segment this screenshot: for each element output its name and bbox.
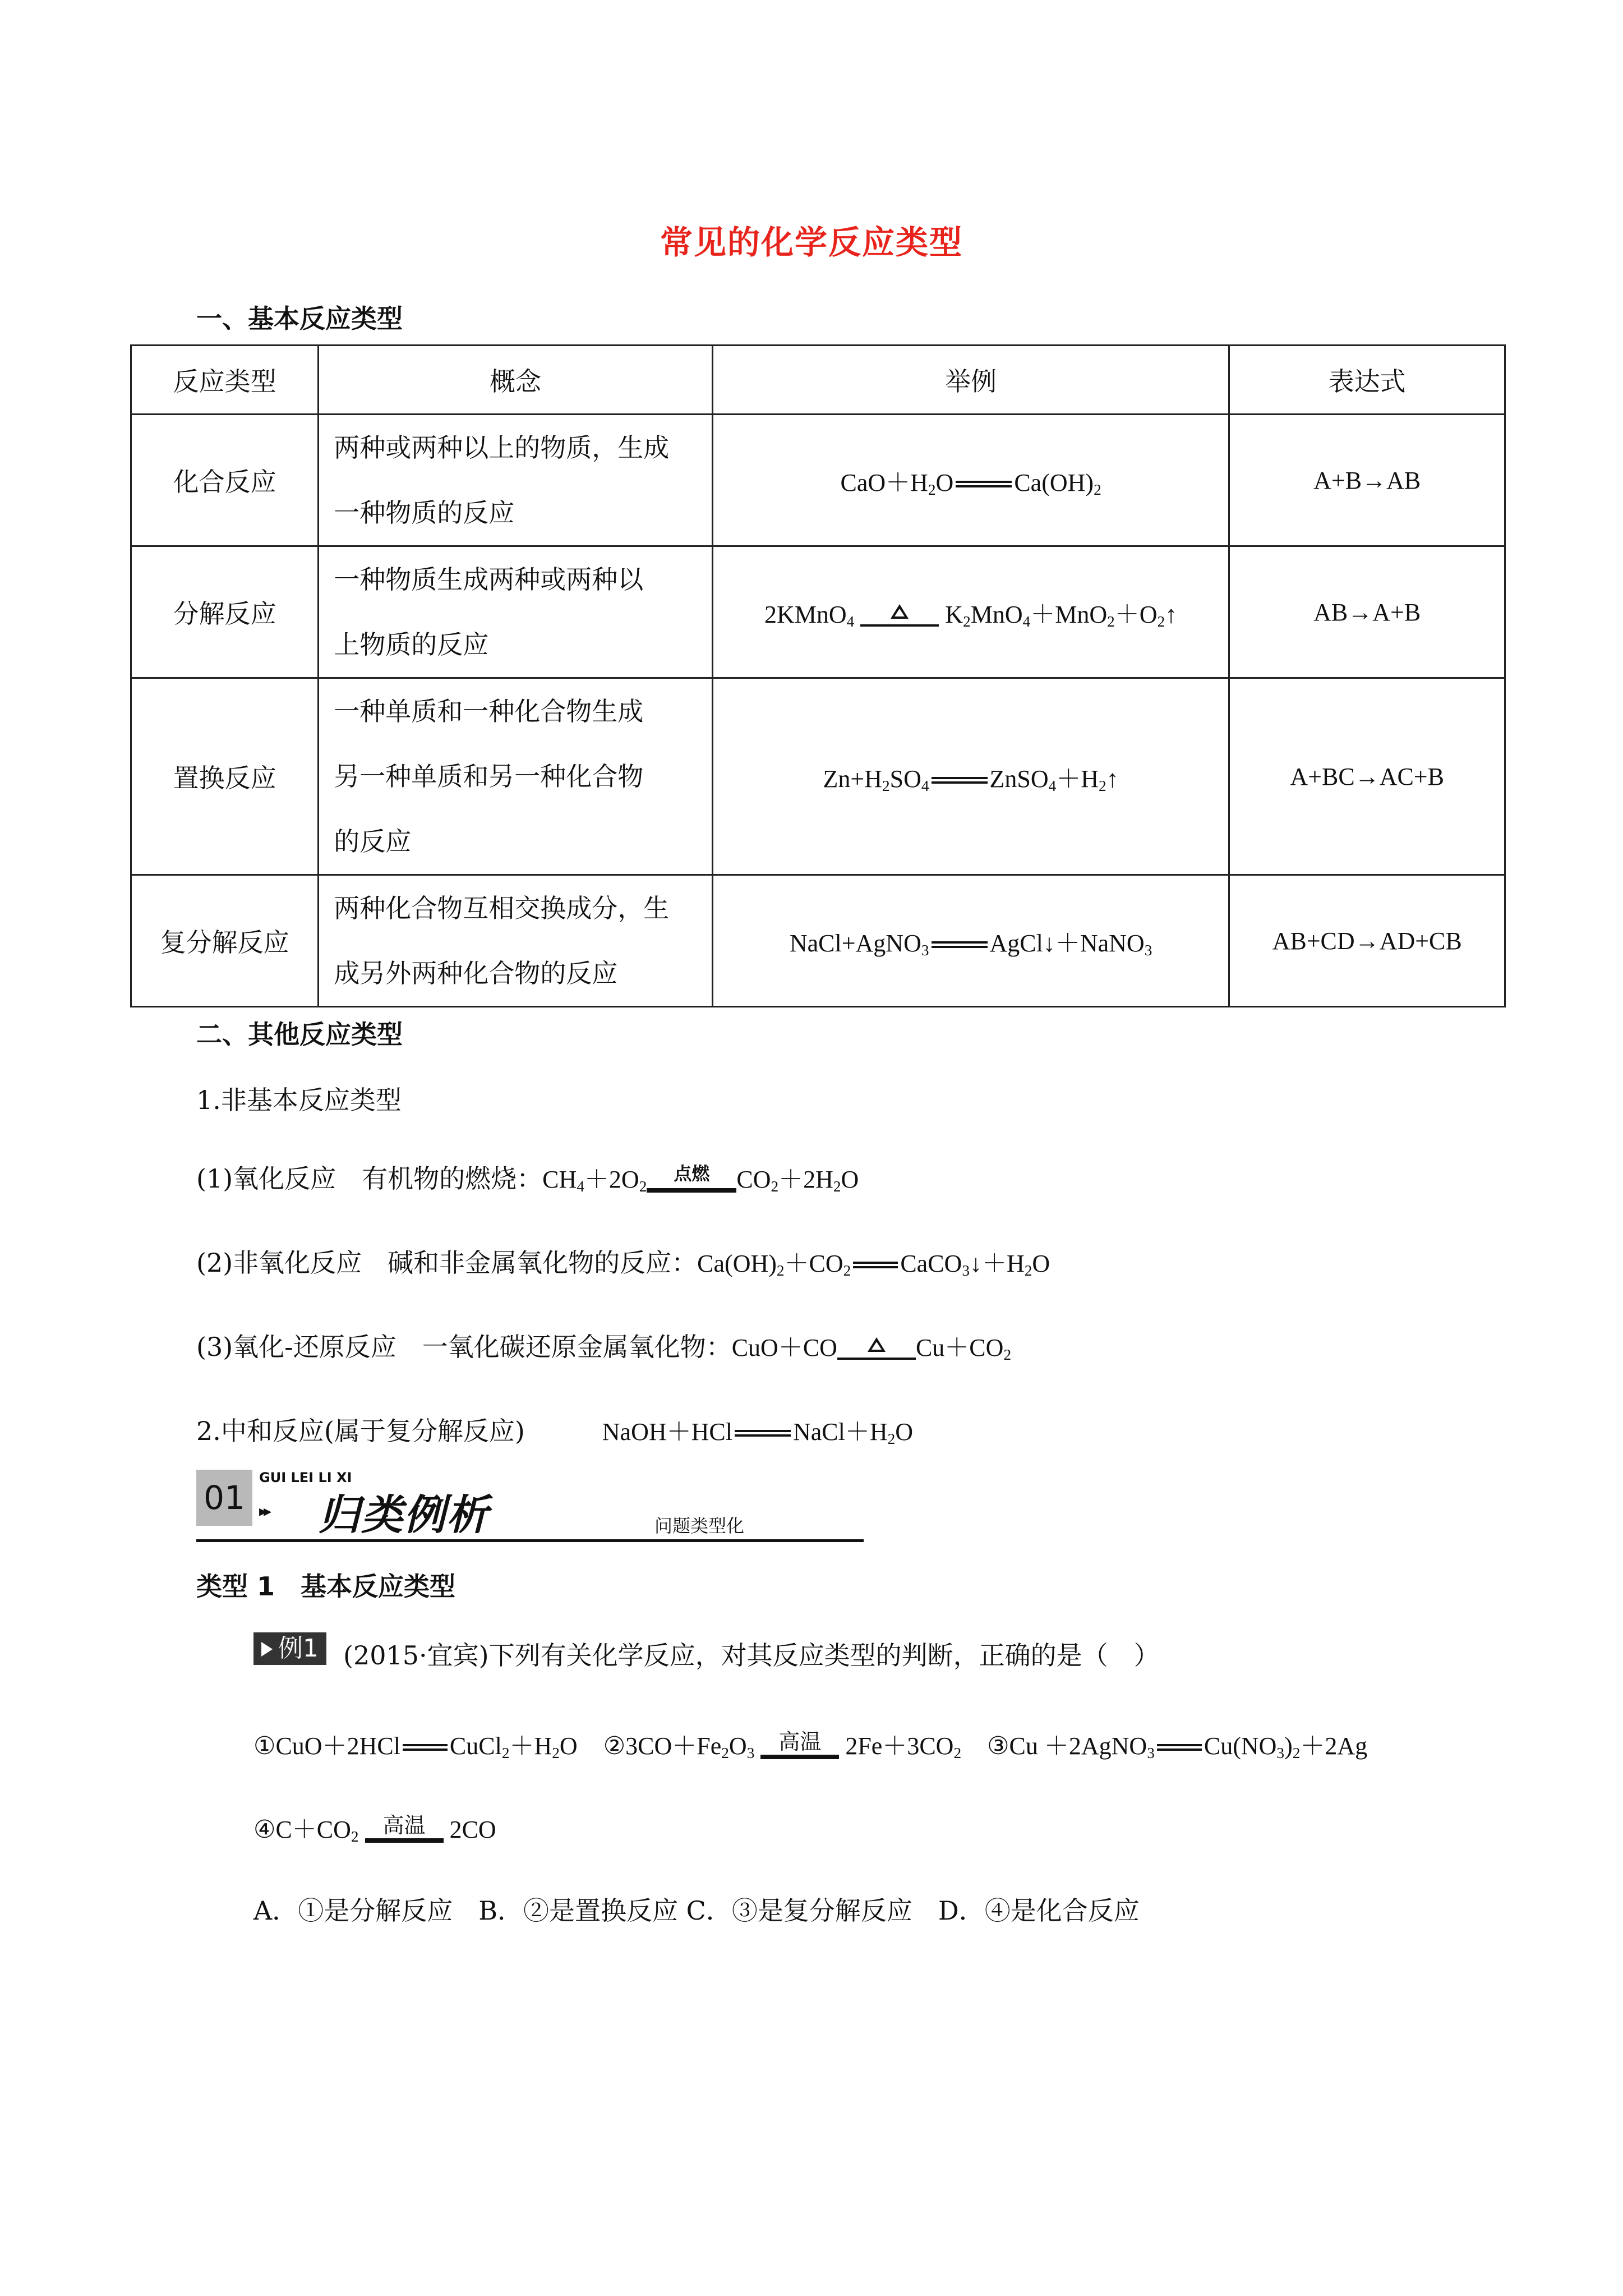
banner-rule <box>196 1539 864 1542</box>
header-expression: 表达式 <box>1229 346 1505 415</box>
row-example: NaCl+AgNO$_3$ AgCl↓＋NaNO$_3$ <box>712 875 1229 1007</box>
row-example: $CaO+H_2O$ $Ca(OH)_2$ <box>712 415 1229 546</box>
banner-number: 01 <box>196 1470 252 1526</box>
row-concept: 一种物质生成两种或两种以 上物质的反应 <box>319 546 713 678</box>
non-oxidation-line: (2)非氧化反应 碱和非金属氧化物的反应：$Ca(OH)_2+CO_2$ $CaCO_3↓+H_2O$ <box>196 1248 1050 1279</box>
example-question: (2015·宜宾)下列有关化学反应，对其反应类型的判断，正确的是（ ） <box>343 1640 1160 1671</box>
example-equations-line1 <box>253 1725 1367 1763</box>
eq4: $④C+CO_2$ 高温 2CO <box>253 1812 496 1845</box>
page-title: 常见的化学反应类型 <box>660 223 963 261</box>
table-row <box>131 678 1505 875</box>
row-concept: 两种或两种以上的物质，生成 一种物质的反应 <box>319 415 713 546</box>
row-expression: A+BC→AC+B <box>1229 678 1505 875</box>
table-row <box>131 546 1505 678</box>
header-type: 反应类型 <box>131 346 319 415</box>
section2-heading: 二、其他反应类型 <box>196 1019 403 1050</box>
oxidation-line: (1)氧化反应 有机物的燃烧：$CH_4+2O_2$ 点燃 $CO_2+2H_2O$ <box>196 1162 859 1195</box>
row-concept: 一种单质和一种化合物生成 另一种单质和另一种化合物 的反应 <box>319 678 713 875</box>
row-type: 置换反应 <box>131 678 319 875</box>
play-icon <box>261 1642 273 1657</box>
type1-heading: 类型 1 基本反应类型 <box>196 1571 456 1602</box>
row-example: 2KMnO$_4$ $K_2MnO_4+MnO_2+O_2↑$ <box>712 546 1229 678</box>
eq3: ③Cu ＋2AgNO$_3$ $Cu(NO_3)_2+2Ag$ <box>987 1732 1368 1761</box>
banner-title: 归类例析 <box>319 1491 489 1539</box>
row-expression: AB+CD→AD+CB <box>1229 875 1505 1007</box>
section1-heading: 一、基本反应类型 <box>196 303 403 334</box>
table-row <box>131 875 1505 1007</box>
example-equations-line2 <box>253 1809 496 1846</box>
table-row <box>131 415 1505 546</box>
banner-subtitle: 问题类型化 <box>654 1515 745 1536</box>
row-expression: AB→A+B <box>1229 546 1505 678</box>
example-options: A．①是分解反应 B．②是置换反应 C．③是复分解反应 D．④是化合反应 <box>253 1895 1140 1926</box>
header-example: 举例 <box>712 346 1229 415</box>
reaction-types-table <box>130 344 1506 1007</box>
eq1: ①CuO＋2HCl $CuCl_2+H_2O$ <box>253 1732 578 1761</box>
redox-line: (3)氧化-还原反应 一氧化碳还原金属氧化物：CuO＋CO $Cu+CO_2$ <box>196 1332 1012 1363</box>
header-concept: 概念 <box>319 346 713 415</box>
row-expression: A+B→AB <box>1229 415 1505 546</box>
row-example: $Zn+H_2SO_4$ $ZnSO_4+H_2↑$ <box>712 678 1229 875</box>
banner-arrows-icon: ▸▸ <box>259 1502 269 1520</box>
example-badge: 例1 <box>253 1632 326 1665</box>
neutralization-line: 2.中和反应(属于复分解反应) NaOH＋HCl $NaCl+H_2O$ <box>196 1416 914 1447</box>
row-type: 复分解反应 <box>131 875 319 1007</box>
row-type: 分解反应 <box>131 546 319 678</box>
item1-heading: 1.非基本反应类型 <box>196 1085 402 1115</box>
banner-pinyin: GUI LEI LI XI <box>259 1470 352 1485</box>
row-concept: 两种化合物互相交换成分，生 成另外两种化合物的反应 <box>319 875 713 1007</box>
row-type: 化合反应 <box>131 415 319 546</box>
eq2: $②3CO+Fe_2O_3$ 高温 $2Fe+3CO_2$ <box>603 1729 962 1761</box>
